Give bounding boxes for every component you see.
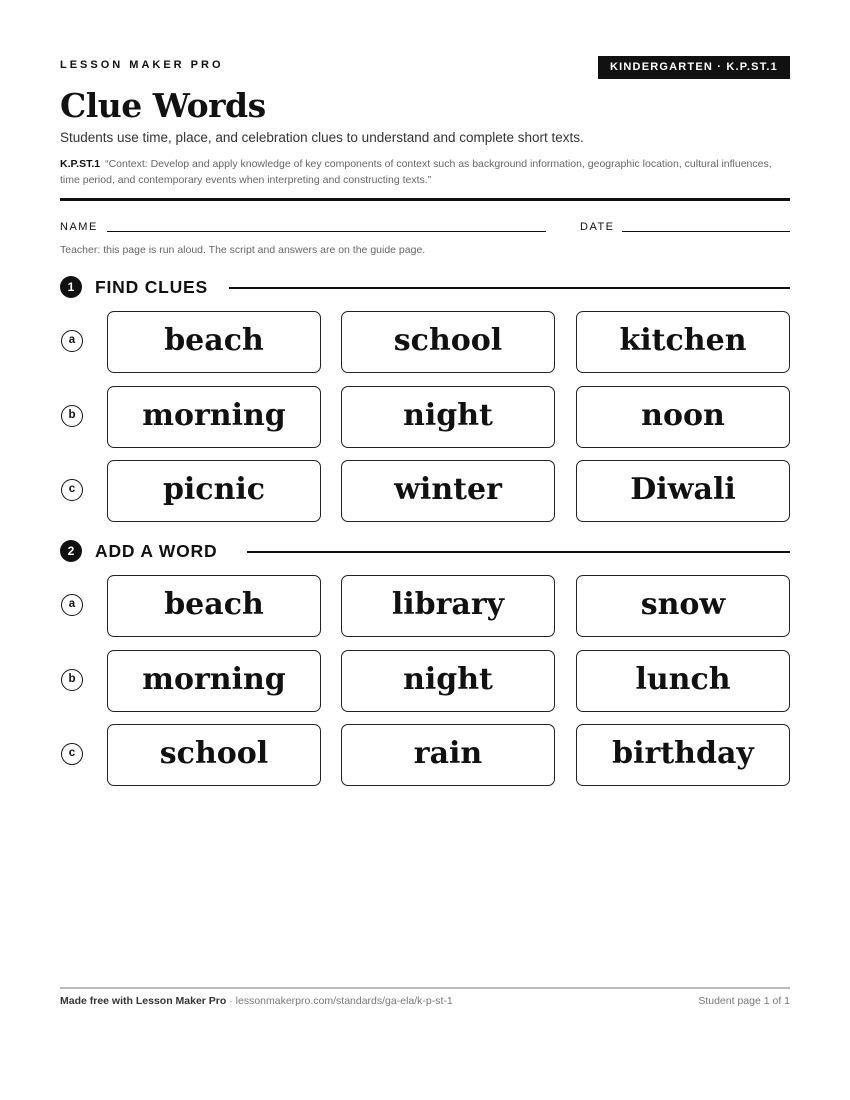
header-top	[60, 56, 790, 80]
word-card[interactable]: morning	[107, 650, 321, 712]
footer-separator: ·	[226, 995, 236, 1007]
word-card[interactable]: snow	[576, 575, 790, 637]
row-letter: c	[61, 743, 83, 765]
footer-url[interactable]: lessonmakerpro.com/standards/ga-ela/k-p-st-1	[235, 995, 453, 1007]
row-letter: b	[61, 669, 83, 691]
teacher-note: Teacher: this page is run aloud. The script and answers are on the guide page.	[60, 244, 426, 256]
header-divider	[60, 198, 790, 201]
standard-description	[60, 156, 790, 188]
word-card[interactable]: library	[341, 575, 555, 637]
name-label: NAME	[60, 221, 98, 233]
word-card[interactable]: rain	[341, 724, 555, 786]
section-rule	[247, 551, 790, 553]
section-rule	[229, 287, 790, 289]
row-letter: a	[61, 594, 83, 616]
word-card[interactable]: school	[107, 724, 321, 786]
section-header	[60, 539, 790, 563]
grade-standard-badge: KINDERGARTEN · K.P.ST.1	[598, 56, 790, 79]
item-row	[60, 724, 790, 786]
word-card[interactable]: school	[341, 311, 555, 373]
row-letter: c	[61, 479, 83, 501]
date-label: DATE	[580, 221, 615, 233]
item-row	[60, 575, 790, 637]
word-card[interactable]: kitchen	[576, 311, 790, 373]
word-card[interactable]: noon	[576, 386, 790, 448]
footer-page-number: Student page 1 of 1	[698, 995, 790, 1007]
brand-name: LESSON MAKER PRO	[60, 59, 224, 71]
footer-made-with: Made free with Lesson Maker Pro	[60, 995, 227, 1007]
name-field-line[interactable]	[107, 231, 546, 232]
row-letter: b	[61, 405, 83, 427]
section-number: 2	[60, 540, 82, 562]
standard-code: K.P.ST.1	[60, 158, 101, 170]
word-card[interactable]: night	[341, 650, 555, 712]
page-subtitle: Students use time, place, and celebration clues to understand and complete short texts.	[60, 130, 584, 145]
standard-text: “Context: Develop and apply knowledge of key components of context such as background information, geographic location, cultural influences, time period, and contemporary events when interpreting and constructing texts.”	[60, 158, 772, 186]
word-card[interactable]: morning	[107, 386, 321, 448]
section-title: ADD A WORD	[95, 541, 218, 561]
word-card[interactable]: beach	[107, 311, 321, 373]
word-card[interactable]: night	[341, 386, 555, 448]
word-card[interactable]: winter	[341, 460, 555, 522]
section-number: 1	[60, 276, 82, 298]
word-card[interactable]: beach	[107, 575, 321, 637]
item-row	[60, 460, 790, 522]
word-card[interactable]: lunch	[576, 650, 790, 712]
item-row	[60, 386, 790, 448]
name-date-row	[60, 220, 790, 236]
footer	[60, 995, 790, 1007]
row-letter: a	[61, 330, 83, 352]
item-row	[60, 311, 790, 373]
section-title: FIND CLUES	[95, 277, 208, 297]
word-card[interactable]: Diwali	[576, 460, 790, 522]
section-header	[60, 275, 790, 299]
word-card[interactable]: picnic	[107, 460, 321, 522]
item-row	[60, 650, 790, 712]
word-card[interactable]: birthday	[576, 724, 790, 786]
footer-divider	[60, 987, 790, 989]
worksheet-page	[60, 0, 790, 1100]
date-field-line[interactable]	[622, 231, 790, 232]
page-title: Clue Words	[60, 86, 266, 125]
